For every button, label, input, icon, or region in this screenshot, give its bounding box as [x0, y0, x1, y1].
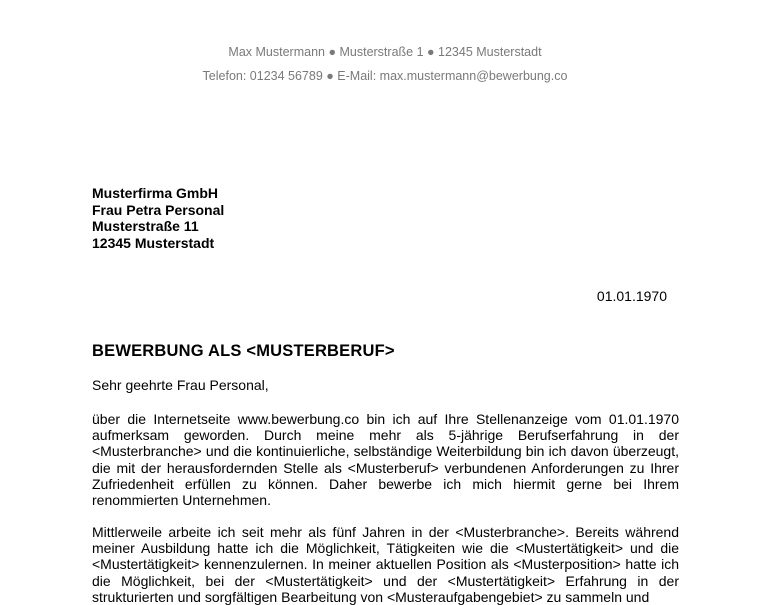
- letter-date: 01.01.1970: [596, 288, 667, 304]
- salutation: Sehr geehrte Frau Personal,: [92, 377, 269, 393]
- recipient-city: 12345 Musterstadt: [92, 234, 215, 251]
- recipient-street: Musterstraße 11: [92, 218, 199, 234]
- recipient-person: Frau Petra Personal: [92, 201, 225, 218]
- recipient-address: [92, 185, 224, 251]
- recipient-company: Musterfirma GmbH: [92, 185, 219, 201]
- body-paragraph-2: Mittlerweile arbeite ich seit mehr als fünf Jahren in der <Musterbranche>. Bereits während meiner Ausbildung hatte ich die Möglichkeit, Tätigkeiten wie die <Mustertätigkeit> und die <Mustertätigkeit> kennenzulernen. In meiner aktuellen Position als <Musterposition> hatte ich die Möglichkeit, bei der <Mustertätigkeit> und der <Mustertätigkeit> Erfahrung in der strukturierten und sorgfältigen Bearbeitung von <Musteraufgabengebiet> zu sammeln und: [92, 524, 679, 605]
- sender-header: [0, 44, 770, 92]
- body-paragraph-1: über die Internetseite www.bewerbung.co bin ich auf Ihre Stellenanzeige vom 01.01.1970 aufmerksam geworden. Durch meine mehr als 5-jährige Berufserfahrung in der <Musterbranche> und die kontinuierliche, selbständige Weiterbildung bin ich davon überzeugt, die mit der herausfordernden Stelle als <Musterberuf> verbundenen Anforderungen zu Ihrer Zufriedenheit erfüllen zu können. Daher bewerbe ich mich hiermit gerne bei Ihrem renommierten Unternehmen.: [92, 411, 679, 509]
- sender-contact-line: Telefon: 01234 56789 ● E-Mail: max.mustermann@bewerbung.co: [202, 69, 568, 83]
- sender-address-line: Max Mustermann ● Musterstraße 1 ● 12345 Musterstadt: [228, 45, 542, 59]
- letter-subject: BEWERBUNG ALS <MUSTERBERUF>: [92, 342, 395, 360]
